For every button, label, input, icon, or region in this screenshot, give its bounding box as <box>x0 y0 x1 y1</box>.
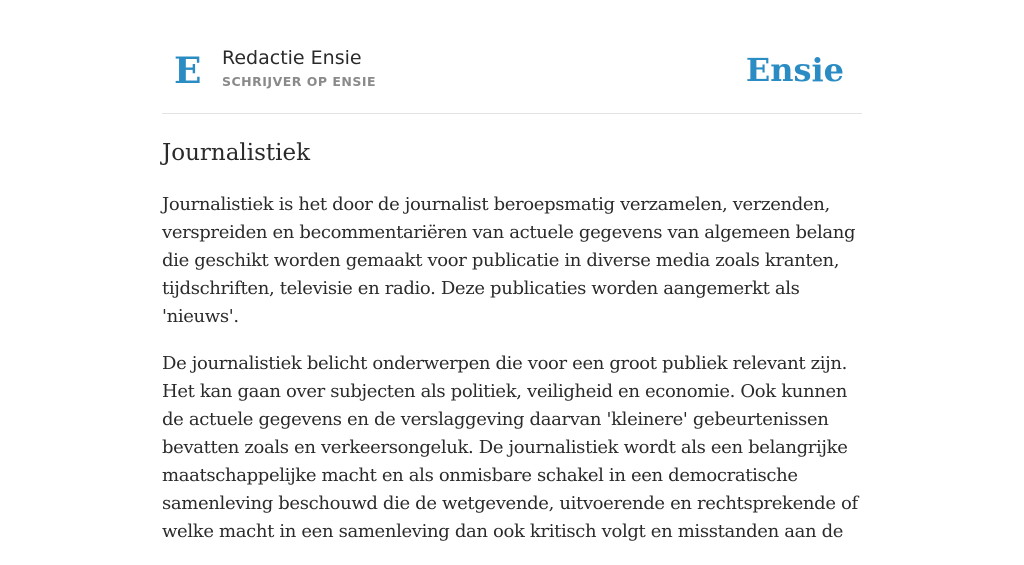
article-title: Journalistiek <box>162 140 311 166</box>
article <box>162 136 867 565</box>
author-header <box>162 40 862 114</box>
brand-logo[interactable]: Ensie <box>745 51 844 89</box>
article-paragraph: Journalistiek is het door de journalist beroepsmatig verzamelen, verzenden, verspreiden en becommentariëren van actuele gegevens van algemeen belang die geschikt worden gemaakt voor publicatie in diverse media zoals kranten, tijdschriften, televisie en radio. Deze publicaties worden aangemerkt als 'nieuws'. <box>162 194 856 327</box>
article-paragraph: De journalistiek belicht onderwerpen die voor een groot publiek relevant zijn. Het kan gaan over subjecten als politiek, veiligheid en economie. Ook kunnen de actuele gegevens en de verslaggeving daarvan 'kleinere' gebeurtenissen bevatten zoals en verkeersongeluk. De journalistiek wordt als een belangrijke maatschappelijke macht en als onmisbare schakel in een democratische samenleving beschouwd die de wetgevende, uitvoerende en rechtsprekende of welke macht in een samenleving dan ook kritisch volgt en misstanden aan de <box>162 353 858 542</box>
author-name[interactable]: Redactie Ensie <box>222 47 362 69</box>
author-avatar[interactable]: E <box>174 50 202 92</box>
author-role: SCHRIJVER OP ENSIE <box>222 74 377 89</box>
